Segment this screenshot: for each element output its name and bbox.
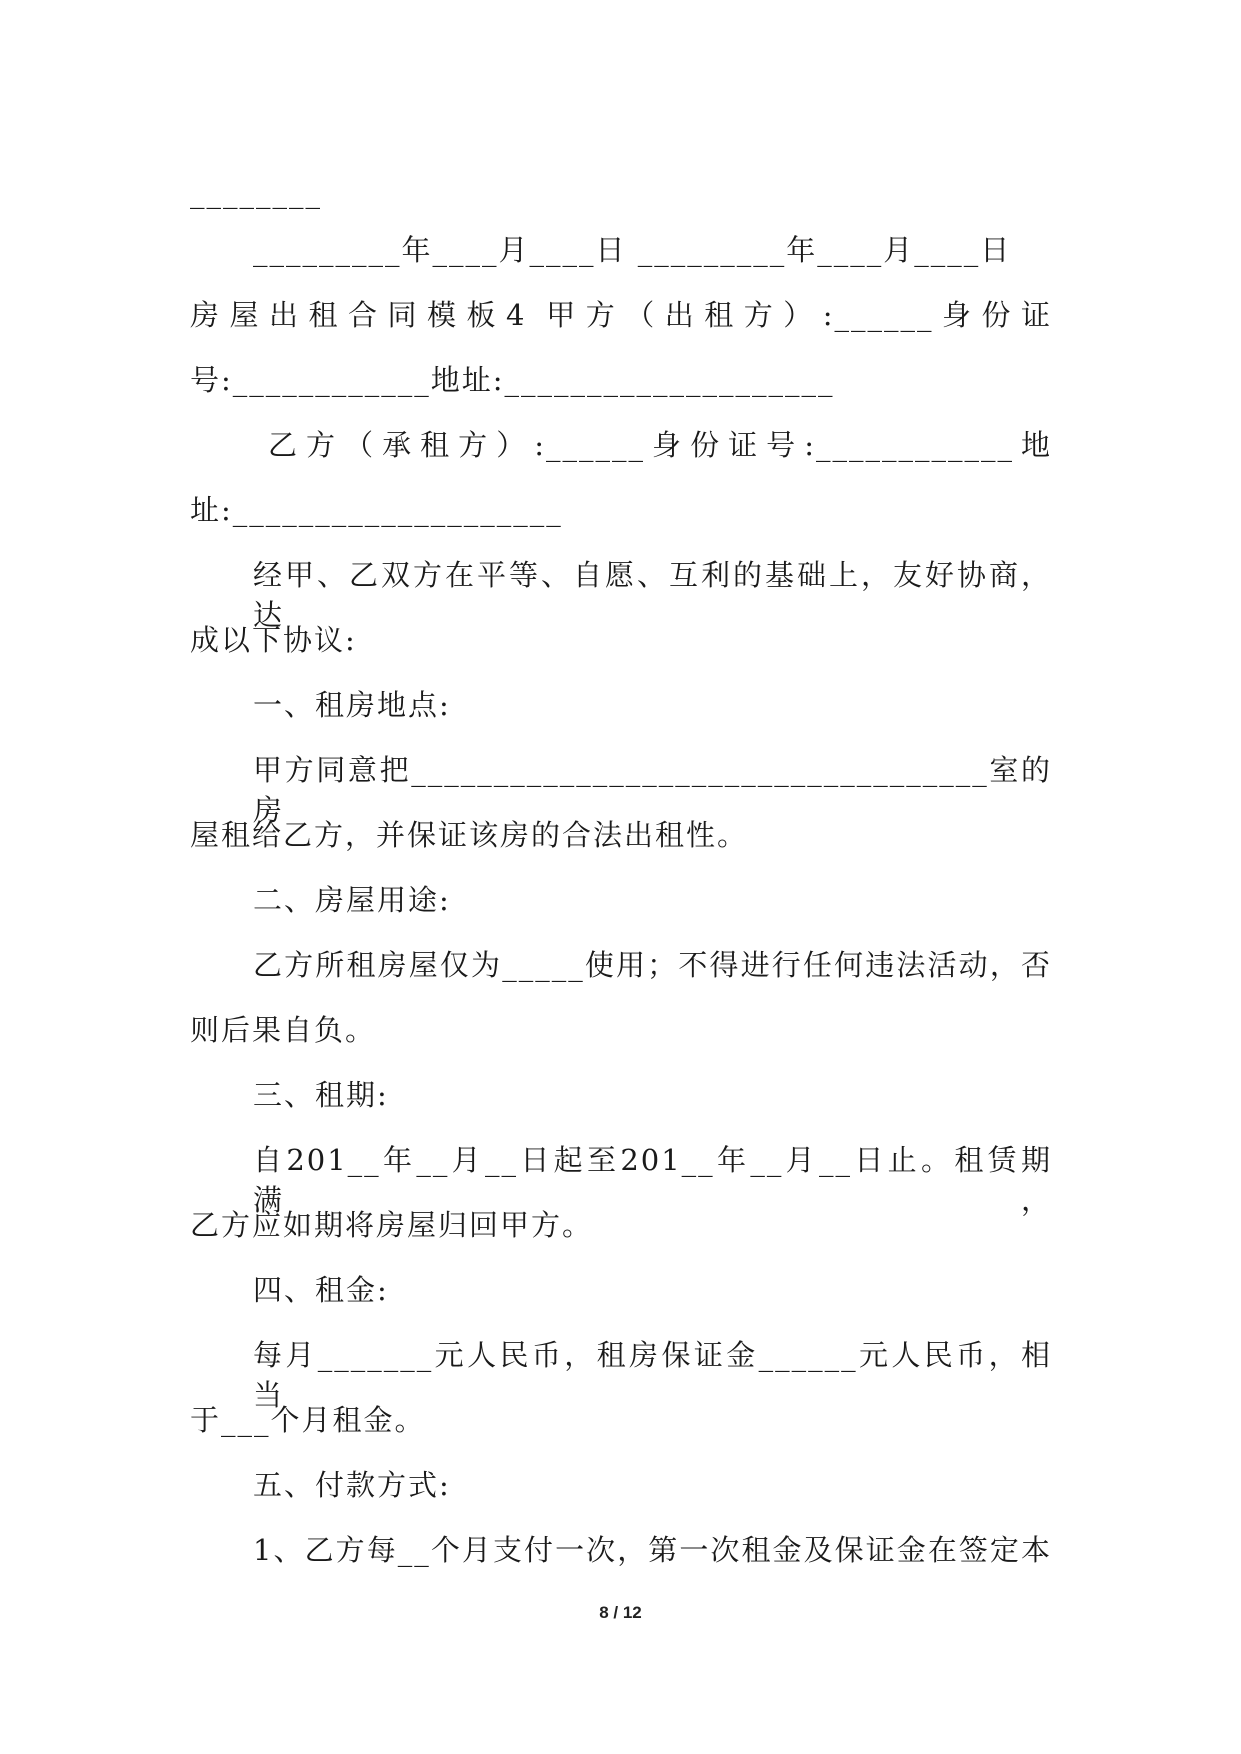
text-line: 址:____________________: [190, 493, 563, 527]
text-line: _________年____月____日 _________年____月____日: [253, 233, 1012, 267]
text-line: 经甲、乙双方在平等、自愿、互利的基础上，友好协商，达: [253, 558, 1052, 632]
text-line: 1、乙方每__个月支付一次，第一次租金及保证金在签定本: [253, 1533, 1052, 1567]
text-line: ________: [190, 175, 322, 209]
section-heading: 三、租期:: [253, 1078, 389, 1112]
page-number: 8 / 12: [599, 1603, 642, 1622]
section-heading: 二、房屋用途:: [253, 883, 451, 917]
text-line: 号:____________地址:____________________: [190, 363, 835, 397]
text-line: 则后果自负。: [190, 1013, 377, 1047]
section-heading: 五、付款方式:: [253, 1468, 451, 1502]
text-line: 乙方应如期将房屋归回甲方。: [190, 1208, 594, 1242]
text-line: 甲方同意把___________________________________室的房: [253, 753, 1052, 827]
text-line: 房屋出租合同模板4 甲方（出租方）:______身份证: [190, 298, 1052, 332]
text-line: 成以下协议:: [190, 623, 357, 657]
text-line: 于___个月租金。: [190, 1403, 426, 1437]
section-heading: 四、租金:: [253, 1273, 389, 1307]
text-line: 乙方所租房屋仅为_____使用；不得进行任何违法活动，否: [253, 948, 1052, 982]
text-line: 乙方（承租方）:______身份证号:____________地: [268, 428, 1052, 462]
section-heading: 一、租房地点:: [253, 688, 451, 722]
text-line: 屋租给乙方，并保证该房的合法出租性。: [190, 818, 749, 852]
text-line: 自201__年__月__日起至201__年__月__日止。租赁期满，: [253, 1143, 1052, 1217]
text-line: 每月_______元人民币，租房保证金______元人民币，相当: [253, 1338, 1052, 1412]
